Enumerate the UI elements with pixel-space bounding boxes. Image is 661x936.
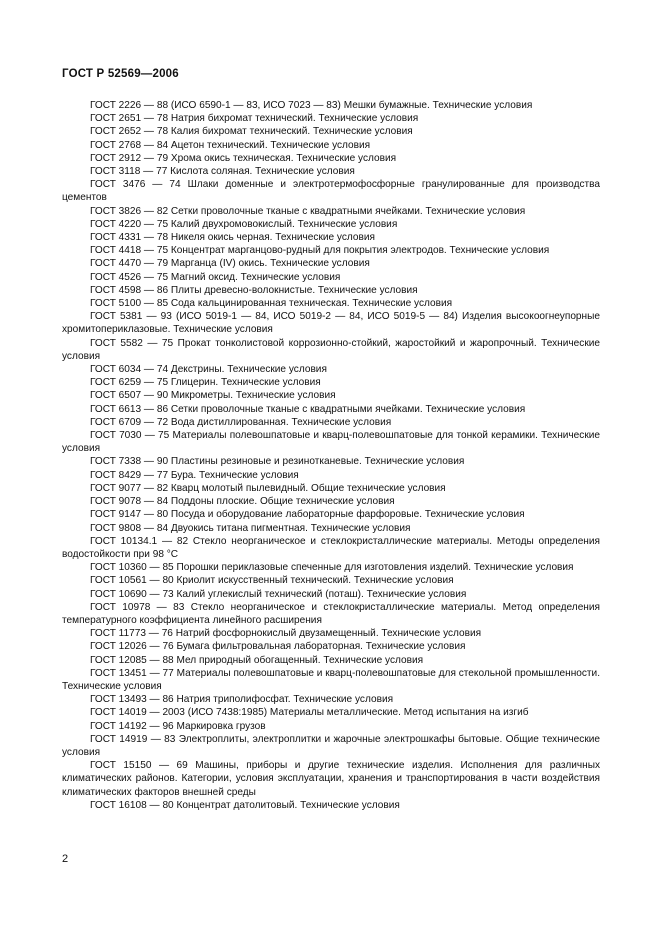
normative-references-list bbox=[62, 99, 600, 812]
reference-item: ГОСТ 6613 — 86 Сетки проволочные тканые с квадратными ячейками. Технические условия bbox=[90, 403, 526, 415]
reference-item: ГОСТ 11773 — 76 Натрий фосфорнокислый двузамещенный. Технические условия bbox=[90, 628, 482, 640]
reference-item: ГОСТ 14019 — 2003 (ИСО 7438:1985) Материалы металлические. Метод испытания на изгиб bbox=[90, 707, 529, 719]
reference-item: ГОСТ 2651 — 78 Натрия бихромат технический. Технические условия bbox=[90, 113, 419, 125]
reference-item: ГОСТ 4331 — 78 Никеля окись черная. Технические условия bbox=[90, 232, 375, 244]
reference-item: ГОСТ 2652 — 78 Калия бихромат технический. Технические условия bbox=[90, 126, 413, 138]
reference-item: ГОСТ 9147 — 80 Посуда и оборудование лабораторные фарфоровые. Технические условия bbox=[90, 509, 525, 521]
reference-item: ГОСТ 5381 — 93 (ИСО 5019-1 — 84, ИСО 5019-2 — 84, ИСО 5019-5 — 84) Изделия высокоогнеупорные хромитопериклазовые. Технические условия bbox=[62, 311, 600, 336]
reference-item: ГОСТ 8429 — 77 Бура. Технические условия bbox=[90, 469, 299, 481]
reference-item: ГОСТ 10978 — 83 Стекло неорганическое и стеклокристаллические материалы. Метод определения температурного коэффициента линейного расширения bbox=[62, 601, 600, 626]
reference-item: ГОСТ 2226 — 88 (ИСО 6590-1 — 83, ИСО 7023 — 83) Мешки бумажные. Технические условия bbox=[90, 100, 533, 111]
reference-item: ГОСТ 7030 — 75 Материалы полевошпатовые и кварц-полевошпатовые для тонкой керамики. Технические условия bbox=[62, 430, 600, 455]
reference-item: ГОСТ 3476 — 74 Шлаки доменные и электротермофосфорные гранулированные для производства цементов bbox=[62, 179, 600, 204]
reference-item: ГОСТ 5100 — 85 Сода кальцинированная техническая. Технические условия bbox=[90, 298, 453, 310]
reference-item: ГОСТ 9078 — 84 Поддоны плоские. Общие технические условия bbox=[90, 496, 395, 508]
reference-item: ГОСТ 3118 — 77 Кислота соляная. Технические условия bbox=[90, 166, 355, 178]
reference-item: ГОСТ 12085 — 88 Мел природный обогащенный. Технические условия bbox=[90, 654, 424, 666]
reference-item: ГОСТ 5582 — 75 Прокат тонколистовой коррозионно-стойкий, жаростойкий и жаропрочный. Технические условия bbox=[62, 337, 600, 362]
reference-item: ГОСТ 4470 — 79 Марганца (IV) окись. Технические условия bbox=[90, 258, 370, 270]
reference-item: ГОСТ 3826 — 82 Сетки проволочные тканые с квадратными ячейками. Технические условия bbox=[90, 205, 526, 217]
reference-item: ГОСТ 4598 — 86 Плиты древесно-волокнистые. Технические условия bbox=[90, 284, 418, 296]
reference-item: ГОСТ 14192 — 96 Маркировка грузов bbox=[90, 720, 266, 732]
reference-item: ГОСТ 10360 — 85 Порошки периклазовые спеченные для изготовления изделий. Технические условия bbox=[90, 562, 574, 574]
reference-item: ГОСТ 2912 — 79 Хрома окись техническая. Технические условия bbox=[90, 152, 397, 164]
page-number: 2 bbox=[62, 853, 69, 865]
reference-item: ГОСТ 2768 — 84 Ацетон технический. Технические условия bbox=[90, 139, 371, 151]
reference-item: ГОСТ 6259 — 75 Глицерин. Технические условия bbox=[90, 377, 321, 389]
reference-item: ГОСТ 7338 — 90 Пластины резиновые и резинотканевые. Технические условия bbox=[90, 456, 465, 468]
reference-item: ГОСТ 10690 — 73 Калий углекислый технический (поташ). Технические условия bbox=[90, 588, 467, 600]
reference-item: ГОСТ 9077 — 82 Кварц молотый пылевидный. Общие технические условия bbox=[90, 482, 446, 494]
reference-item: ГОСТ 6507 — 90 Микрометры. Технические условия bbox=[90, 390, 336, 402]
reference-item: ГОСТ 13493 — 86 Натрия триполифосфат. Технические условия bbox=[90, 694, 394, 706]
reference-item: ГОСТ 16108 — 80 Концентрат датолитовый. Технические условия bbox=[90, 799, 400, 811]
reference-item: ГОСТ 6709 — 72 Вода дистиллированная. Технические условия bbox=[90, 416, 392, 428]
document-header: ГОСТ Р 52569—2006 bbox=[62, 68, 179, 80]
reference-item: ГОСТ 4220 — 75 Калий двухромовокислый. Технические условия bbox=[90, 218, 398, 230]
reference-item: ГОСТ 4418 — 75 Концентрат марганцово-рудный для покрытия электродов. Технические условия bbox=[90, 245, 550, 257]
reference-item: ГОСТ 15150 — 69 Машины, приборы и другие технические изделия. Исполнения для различных климатических районов. Категории, условия эксплуатации, хранения и транспортирования в части воздействия климатических факторов внешней среды bbox=[62, 760, 600, 798]
reference-item: ГОСТ 9808 — 84 Двуокись титана пигментная. Технические условия bbox=[90, 522, 411, 534]
reference-item: ГОСТ 13451 — 77 Материалы полевошпатовые и кварц-полевошпатовые для стекольной промышленности. Технические условия bbox=[62, 667, 600, 692]
reference-item: ГОСТ 10134.1 — 82 Стекло неорганическое и стеклокристаллические материалы. Методы определения водостойкости при 98 °С bbox=[62, 535, 600, 560]
reference-item: ГОСТ 14919 — 83 Электроплиты, электроплитки и жарочные электрошкафы бытовые. Общие технические условия bbox=[62, 733, 600, 758]
reference-item: ГОСТ 6034 — 74 Декстрины. Технические условия bbox=[90, 364, 327, 376]
reference-item: ГОСТ 4526 — 75 Магний оксид. Технические условия bbox=[90, 271, 341, 283]
reference-item: ГОСТ 12026 — 76 Бумага фильтровальная лабораторная. Технические условия bbox=[90, 641, 466, 653]
reference-item: ГОСТ 10561 — 80 Криолит искусственный технический. Технические условия bbox=[90, 575, 454, 587]
